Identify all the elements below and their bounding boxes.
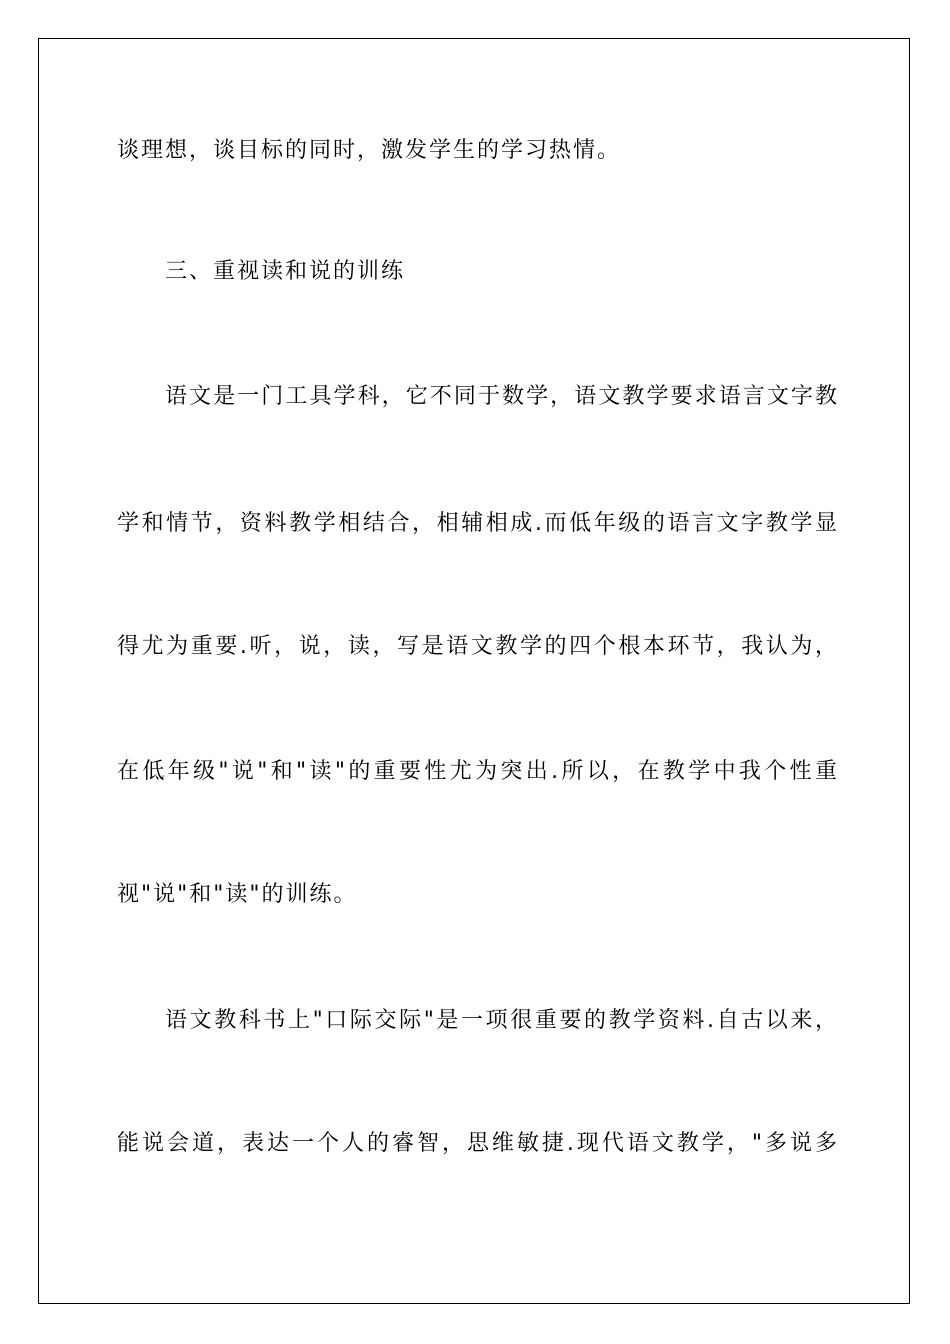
text-line: 得尤为重要.听，说，读，写是语文教学的四个根本环节，我认为，	[117, 634, 837, 659]
text-line: 能说会道，表达一个人的睿智，思维敏捷.现代语文教学，"多说多	[117, 1131, 837, 1156]
text-line: 学和情节，资料教学相结合，相辅相成.而低年级的语言文字教学显	[117, 511, 837, 536]
text-line: 视"说"和"读"的训练。	[117, 882, 358, 907]
text-line: 谈理想，谈目标的同时，激发学生的学习热情。	[117, 138, 622, 163]
section-heading: 三、重视读和说的训练	[165, 259, 406, 284]
page-border	[38, 38, 910, 1304]
text-line: 在低年级"说"和"读"的重要性尤为突出.所以，在教学中我个性重	[117, 759, 837, 784]
text-line: 语文是一门工具学科，它不同于数学，语文教学要求语言文字教	[165, 384, 837, 409]
text-line: 语文教科书上"口际交际"是一项很重要的教学资料.自古以来，	[165, 1008, 837, 1033]
